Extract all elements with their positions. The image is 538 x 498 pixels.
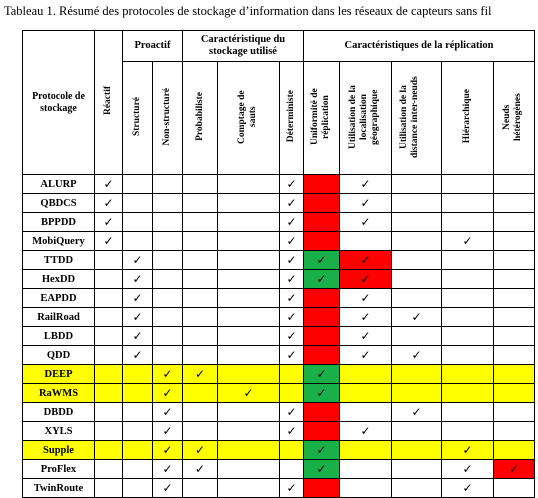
table-cell (95, 308, 123, 327)
table-cell (392, 251, 442, 270)
table-cell (340, 346, 392, 365)
check-icon: ✓ (162, 462, 173, 476)
table-cell (442, 327, 494, 346)
table-cell (123, 194, 153, 213)
table-cell (392, 213, 442, 232)
table-row (23, 460, 535, 479)
check-icon: ✓ (360, 329, 371, 343)
check-icon: ✓ (286, 424, 297, 438)
table-cell (392, 327, 442, 346)
table-cell (218, 403, 280, 422)
table-cell (442, 251, 494, 270)
table-cell (280, 327, 304, 346)
table-cell (280, 175, 304, 194)
table-cell (280, 270, 304, 289)
table-cell (280, 460, 304, 479)
table-cell (123, 270, 153, 289)
table-cell (123, 308, 153, 327)
check-icon: ✓ (462, 481, 473, 495)
table-cell (340, 460, 392, 479)
check-icon: ✓ (286, 215, 297, 229)
table-cell (340, 422, 392, 441)
check-icon: ✓ (316, 462, 327, 476)
table-cell (494, 251, 535, 270)
table-cell (442, 270, 494, 289)
table-cell (304, 270, 340, 289)
table-cell (442, 175, 494, 194)
table-cell (95, 422, 123, 441)
check-icon: ✓ (132, 291, 143, 305)
protocol-name: DEEP (23, 365, 95, 384)
table-row (23, 289, 535, 308)
table-cell (494, 479, 535, 498)
check-icon: ✓ (103, 177, 114, 191)
table-cell (340, 270, 392, 289)
table-cell (340, 194, 392, 213)
table-cell (340, 384, 392, 403)
table-cell (218, 175, 280, 194)
check-icon: ✓ (286, 253, 297, 267)
table-cell (442, 232, 494, 251)
table-cell (183, 384, 218, 403)
table-cell (442, 308, 494, 327)
table-cell (218, 365, 280, 384)
table-cell (392, 308, 442, 327)
table-cell (153, 460, 183, 479)
table-cell (153, 327, 183, 346)
check-icon: ✓ (162, 481, 173, 495)
table-cell (280, 194, 304, 213)
table-cell (304, 384, 340, 403)
table-cell (494, 441, 535, 460)
table-cell (494, 194, 535, 213)
table-cell (280, 346, 304, 365)
table-cell (392, 175, 442, 194)
protocol-name: RaWMS (23, 384, 95, 403)
table-row (23, 346, 535, 365)
check-icon: ✓ (243, 386, 254, 400)
table-cell (280, 384, 304, 403)
table-cell (304, 289, 340, 308)
protocol-name: TTDD (23, 251, 95, 270)
table-cell (183, 479, 218, 498)
table-cell (153, 213, 183, 232)
check-icon: ✓ (462, 234, 473, 248)
table-cell (123, 365, 153, 384)
table-cell (442, 384, 494, 403)
protocol-table (22, 30, 535, 498)
table-cell (442, 479, 494, 498)
table-cell (392, 441, 442, 460)
table-cell (95, 403, 123, 422)
table-cell (183, 346, 218, 365)
table-cell (280, 422, 304, 441)
table-cell (442, 194, 494, 213)
table-cell (183, 213, 218, 232)
check-icon: ✓ (132, 329, 143, 343)
table-cell (183, 308, 218, 327)
table-cell (183, 327, 218, 346)
table-cell (442, 422, 494, 441)
check-icon: ✓ (360, 215, 371, 229)
table-cell (95, 175, 123, 194)
check-icon: ✓ (316, 367, 327, 381)
table-cell (95, 365, 123, 384)
check-icon: ✓ (360, 424, 371, 438)
table-cell (340, 403, 392, 422)
table-cell (95, 194, 123, 213)
table-cell (340, 308, 392, 327)
check-icon: ✓ (286, 310, 297, 324)
table-cell (442, 403, 494, 422)
check-icon: ✓ (286, 329, 297, 343)
table-cell (153, 308, 183, 327)
table-cell (340, 232, 392, 251)
table-cell (494, 213, 535, 232)
header-protocol: Protocole de stockage (23, 31, 95, 175)
table-cell (392, 346, 442, 365)
check-icon: ✓ (132, 253, 143, 267)
table-cell (95, 213, 123, 232)
table-cell (183, 194, 218, 213)
table-cell (494, 270, 535, 289)
table-cell (494, 384, 535, 403)
table-row (23, 175, 535, 194)
header-col-uniformity: Uniformité de réplication (304, 62, 340, 175)
table-cell (218, 422, 280, 441)
table-cell (304, 327, 340, 346)
table-row (23, 403, 535, 422)
table-cell (340, 251, 392, 270)
check-icon: ✓ (162, 443, 173, 457)
table-cell (494, 460, 535, 479)
table-cell (153, 194, 183, 213)
check-icon: ✓ (286, 291, 297, 305)
protocol-table-body (23, 175, 535, 498)
table-row (23, 365, 535, 384)
table-row (23, 327, 535, 346)
check-icon: ✓ (286, 196, 297, 210)
table-cell (280, 232, 304, 251)
table-cell (280, 251, 304, 270)
check-icon: ✓ (316, 253, 327, 267)
table-cell (304, 422, 340, 441)
table-cell (340, 327, 392, 346)
protocol-name: Supple (23, 441, 95, 460)
table-row (23, 384, 535, 403)
table-cell (340, 441, 392, 460)
table-cell (95, 460, 123, 479)
table-cell (123, 251, 153, 270)
table-cell (494, 346, 535, 365)
table-cell (442, 346, 494, 365)
table-cell (123, 441, 153, 460)
table-cell (304, 308, 340, 327)
table-cell (153, 479, 183, 498)
check-icon: ✓ (194, 367, 206, 381)
protocol-name: LBDD (23, 327, 95, 346)
table-row (23, 232, 535, 251)
table-cell (95, 289, 123, 308)
header-col-heterogeneous: Neuds hétérogènes (494, 62, 535, 175)
table-cell (183, 403, 218, 422)
check-icon: ✓ (162, 405, 173, 419)
table-cell (304, 346, 340, 365)
check-icon: ✓ (286, 177, 297, 191)
table-row (23, 251, 535, 270)
check-icon: ✓ (411, 405, 422, 419)
table-cell (304, 403, 340, 422)
table-cell (392, 232, 442, 251)
table-cell (123, 289, 153, 308)
check-icon: ✓ (162, 367, 173, 381)
protocol-name: DBDD (23, 403, 95, 422)
table-cell (392, 384, 442, 403)
table-cell (183, 460, 218, 479)
check-icon: ✓ (508, 462, 520, 476)
check-icon: ✓ (286, 272, 297, 286)
header-col-inter-node-distance: Utilisation de la distance inter-neuds (392, 62, 442, 175)
table-cell (442, 213, 494, 232)
table-cell (218, 308, 280, 327)
table-cell (95, 346, 123, 365)
table-cell (183, 289, 218, 308)
table-cell (494, 232, 535, 251)
check-icon: ✓ (360, 196, 371, 210)
table-cell (442, 460, 494, 479)
table-cell (392, 403, 442, 422)
protocol-name: ProFlex (23, 460, 95, 479)
check-icon: ✓ (360, 310, 371, 324)
protocol-name: RailRoad (23, 308, 95, 327)
protocol-name: MobiQuery (23, 232, 95, 251)
check-icon: ✓ (360, 291, 371, 305)
table-cell (123, 479, 153, 498)
table-cell (183, 422, 218, 441)
table-cell (218, 346, 280, 365)
table-row (23, 194, 535, 213)
table-cell (218, 232, 280, 251)
table-cell (123, 232, 153, 251)
header-col-structured: Structuré (123, 62, 153, 175)
table-cell (183, 251, 218, 270)
table-cell (183, 175, 218, 194)
table-cell (280, 479, 304, 498)
check-icon: ✓ (360, 177, 371, 191)
table-cell (280, 403, 304, 422)
table-cell (123, 403, 153, 422)
table-cell (340, 479, 392, 498)
check-icon: ✓ (411, 310, 422, 324)
table-cell (280, 289, 304, 308)
header-col-probabilistic: Probabiliste (183, 62, 218, 175)
table-cell (95, 270, 123, 289)
table-cell (183, 232, 218, 251)
table-cell (280, 365, 304, 384)
table-cell (494, 365, 535, 384)
check-icon: ✓ (103, 215, 114, 229)
table-cell (218, 213, 280, 232)
table-cell (153, 422, 183, 441)
check-icon: ✓ (132, 310, 143, 324)
table-cell (95, 251, 123, 270)
header-col-geolocation: Utilisation de la localisation géographique (340, 62, 392, 175)
table-cell (304, 213, 340, 232)
table-cell (340, 289, 392, 308)
table-cell (123, 346, 153, 365)
table-cell (153, 346, 183, 365)
table-cell (494, 175, 535, 194)
table-cell (123, 175, 153, 194)
check-icon: ✓ (411, 348, 422, 362)
table-cell (392, 479, 442, 498)
table-cell (494, 403, 535, 422)
table-cell (218, 251, 280, 270)
check-icon: ✓ (316, 443, 327, 457)
check-icon: ✓ (286, 234, 297, 248)
check-icon: ✓ (194, 443, 206, 457)
table-cell (218, 441, 280, 460)
table-cell (153, 441, 183, 460)
table-cell (183, 441, 218, 460)
check-icon: ✓ (103, 234, 114, 248)
table-cell (442, 441, 494, 460)
table-cell (218, 270, 280, 289)
header-reactive: Réactif (95, 31, 123, 175)
check-icon: ✓ (360, 348, 371, 362)
check-icon: ✓ (286, 481, 297, 495)
table-cell (218, 289, 280, 308)
table-cell (95, 232, 123, 251)
header-col-hop-count: Comptage de sauts (218, 62, 280, 175)
table-cell (123, 213, 153, 232)
check-icon: ✓ (286, 348, 297, 362)
table-row (23, 422, 535, 441)
header-proactive: Proactif (123, 31, 183, 62)
table-cell (218, 460, 280, 479)
table-cell (153, 175, 183, 194)
table-row (23, 308, 535, 327)
table-cell (123, 384, 153, 403)
check-icon: ✓ (132, 272, 143, 286)
table-row (23, 441, 535, 460)
header-storage: Caractéristique du stockage utilisé (183, 31, 304, 62)
protocol-name: BPPDD (23, 213, 95, 232)
table-cell (123, 422, 153, 441)
table-caption: Tableau 1. Résumé des protocoles de stockage d’information dans les réseaux de capteurs sans fil (4, 4, 492, 18)
table-cell (183, 270, 218, 289)
table-cell (280, 308, 304, 327)
table-cell (304, 365, 340, 384)
table-cell (442, 289, 494, 308)
table-cell (494, 422, 535, 441)
table-cell (218, 194, 280, 213)
table-cell (392, 289, 442, 308)
table-cell (442, 365, 494, 384)
table-cell (280, 441, 304, 460)
check-icon: ✓ (132, 348, 143, 362)
check-icon: ✓ (360, 253, 371, 267)
table-cell (304, 441, 340, 460)
header-col-hierarchical: Hiérarchique (442, 62, 494, 175)
check-icon: ✓ (462, 443, 473, 457)
table-cell (123, 327, 153, 346)
check-icon: ✓ (194, 462, 206, 476)
table-cell (153, 365, 183, 384)
table-cell (392, 460, 442, 479)
table-cell (392, 365, 442, 384)
protocol-name: QDD (23, 346, 95, 365)
protocol-name: QBDCS (23, 194, 95, 213)
table-cell (95, 441, 123, 460)
table-cell (304, 232, 340, 251)
table-cell (280, 213, 304, 232)
table-cell (95, 384, 123, 403)
table-cell (95, 479, 123, 498)
protocol-name: ALURP (23, 175, 95, 194)
table-cell (153, 232, 183, 251)
table-cell (304, 194, 340, 213)
table-cell (304, 460, 340, 479)
check-icon: ✓ (360, 272, 371, 286)
check-icon: ✓ (103, 196, 114, 210)
table-cell (218, 327, 280, 346)
protocol-name: XYLS (23, 422, 95, 441)
table-cell (494, 289, 535, 308)
check-icon: ✓ (316, 272, 327, 286)
check-icon: ✓ (462, 462, 473, 476)
table-cell (340, 213, 392, 232)
table-cell (95, 327, 123, 346)
table-cell (153, 403, 183, 422)
table-cell (340, 365, 392, 384)
protocol-name: EAPDD (23, 289, 95, 308)
protocol-name: HexDD (23, 270, 95, 289)
header-replication: Caractéristiques de la réplication (304, 31, 535, 62)
table-cell (392, 270, 442, 289)
table-cell (304, 175, 340, 194)
check-icon: ✓ (162, 424, 173, 438)
header-col-deterministic: Déterministe (280, 62, 304, 175)
table-cell (304, 251, 340, 270)
table-row (23, 213, 535, 232)
table-cell (153, 384, 183, 403)
check-icon: ✓ (316, 386, 327, 400)
header-col-unstructured: Non-structuré (153, 62, 183, 175)
table-cell (392, 422, 442, 441)
table-cell (494, 327, 535, 346)
protocol-name: TwinRoute (23, 479, 95, 498)
table-cell (183, 365, 218, 384)
table-cell (340, 175, 392, 194)
check-icon: ✓ (286, 405, 297, 419)
table-cell (218, 384, 280, 403)
table-cell (153, 289, 183, 308)
table-cell (153, 270, 183, 289)
table-cell (392, 194, 442, 213)
table-cell (123, 460, 153, 479)
table-cell (153, 251, 183, 270)
table-cell (218, 479, 280, 498)
table-cell (304, 479, 340, 498)
table-row (23, 479, 535, 498)
check-icon: ✓ (162, 386, 173, 400)
table-row (23, 270, 535, 289)
table-cell (494, 308, 535, 327)
